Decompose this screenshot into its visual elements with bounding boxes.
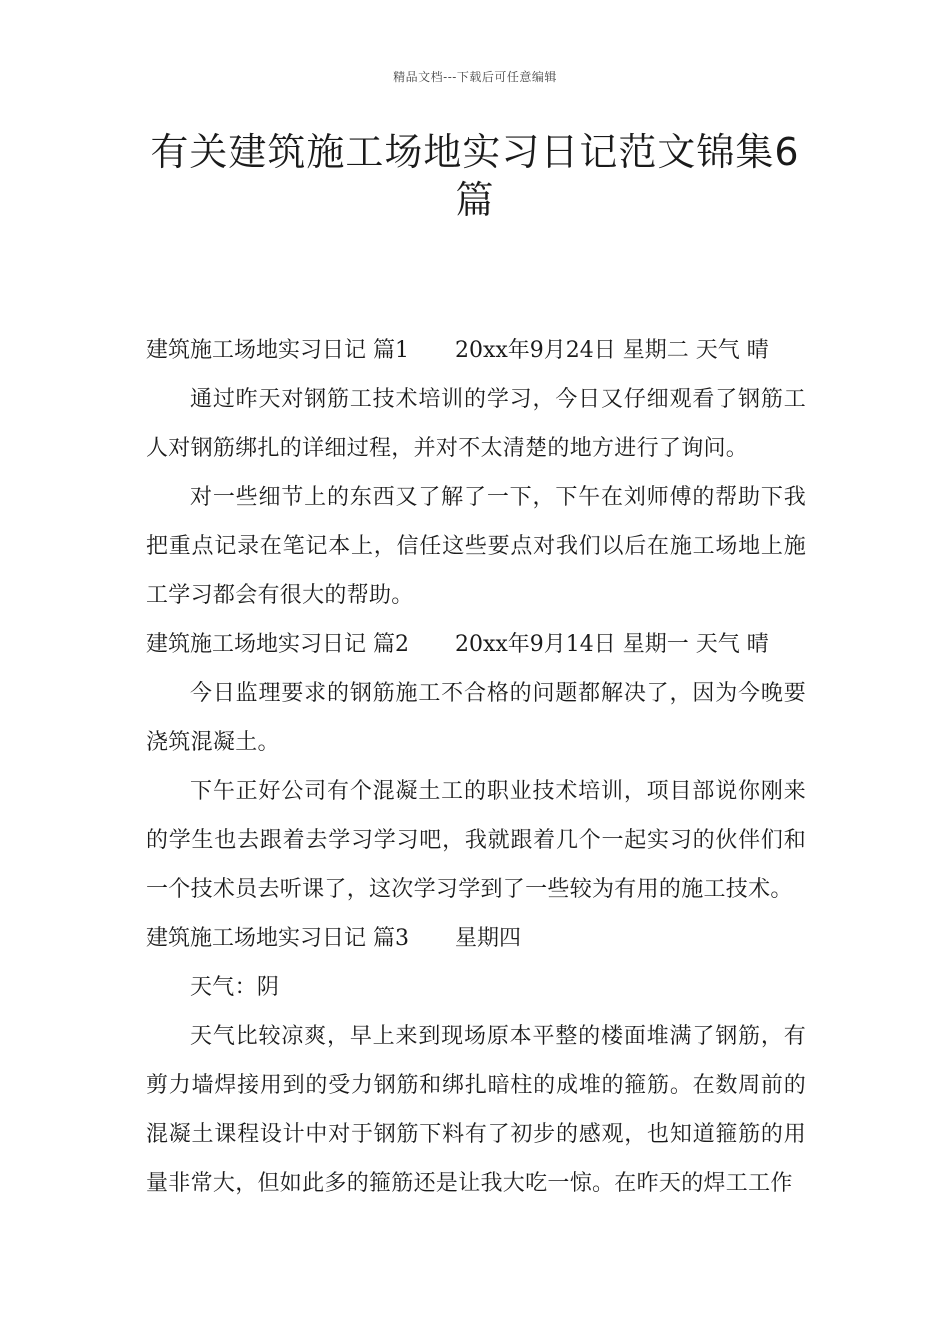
entry-paragraph: 天气比较凉爽，早上来到现场原本平整的楼面堆满了钢筋，有剪力墙焊接用到的受力钢筋和绑扎暗柱的成堆的箍筋。在数周前的混凝土课程设计中对于钢筋下料有了初步的感观，也知道箍筋的用量非常大，但如此多的箍筋还是让我大吃一惊。在昨天的焊工工作 — [146, 1024, 806, 1196]
entry-date: 星期四 — [455, 926, 522, 951]
entry-paragraph: 对一些细节上的东西又了解了一下，下午在刘师傅的帮助下我把重点记录在笔记本上，信任这些要点对我们以后在施工场地上施工学习都会有很大的帮助。 — [146, 485, 806, 608]
entry-heading — [146, 914, 806, 963]
document-title: 有关建筑施工场地实习日记范文锦集6篇 — [150, 130, 800, 222]
document-body — [146, 326, 806, 1208]
entry-paragraph: 下午正好公司有个混凝土工的职业技术培训，项目部说你刚来的学生也去跟着去学习学习吧，我就跟着几个一起实习的伙伴们和一个技术员去听课了，这次学习学到了一些较为有用的施工技术。 — [146, 779, 806, 902]
entry-heading — [146, 620, 806, 669]
header-note: 精品文档---下载后可任意编辑 — [393, 70, 557, 84]
entry-paragraph: 今日监理要求的钢筋施工不合格的问题都解决了，因为今晚要浇筑混凝土。 — [146, 681, 806, 755]
entry-date: 20xx年9月24日 星期二 天气 晴 — [455, 338, 769, 363]
entry-date: 20xx年9月14日 星期一 天气 晴 — [455, 632, 769, 657]
entry-title: 建筑施工场地实习日记 篇1 — [146, 338, 409, 363]
entry-title: 建筑施工场地实习日记 篇3 — [146, 926, 409, 951]
entry-title: 建筑施工场地实习日记 篇2 — [146, 632, 409, 657]
entry-paragraph: 天气：阴 — [190, 975, 280, 1000]
entry-paragraph: 通过昨天对钢筋工技术培训的学习，今日又仔细观看了钢筋工人对钢筋绑扎的详细过程，并对不太清楚的地方进行了询问。 — [146, 387, 806, 461]
entry-heading — [146, 326, 806, 375]
